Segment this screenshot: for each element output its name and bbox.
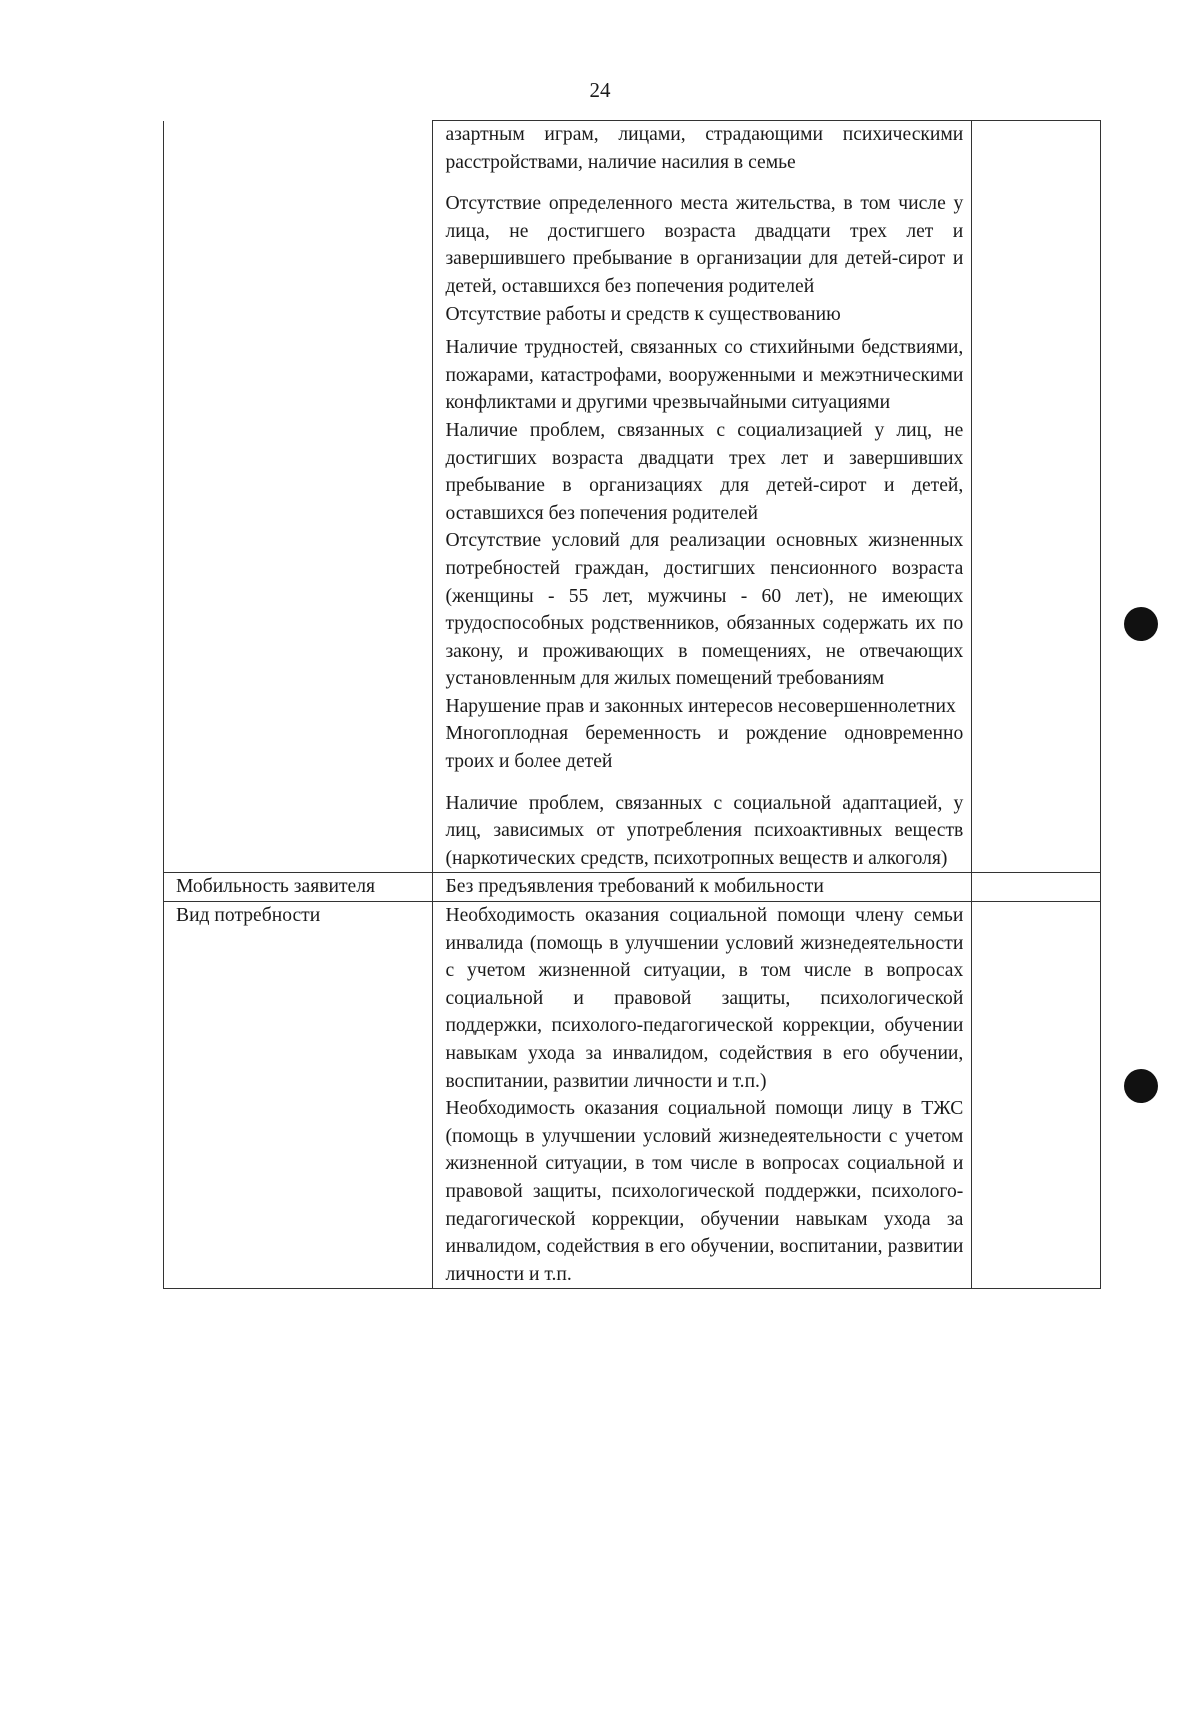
page-number: 24 xyxy=(589,78,611,102)
punch-hole-mark xyxy=(1124,607,1158,641)
requirements-table xyxy=(163,120,1101,1289)
need-label: Вид потребности xyxy=(164,902,433,1289)
criteria-entry: Наличие трудностей, связанных со стихийными бедствиями, пожарами, катастрофами, вооруженными и межэтническими конфликтами и другими чрезвычайными ситуациями xyxy=(445,337,964,414)
criteria-entry: Отсутствие условий для реализации основных жизненных потребностей граждан, достигших пенсионного возраста (женщины - 55 лет, мужчины - 60 лет), не имеющих трудоспособных родственников, обязанных содержать их по закону, и проживающих в помещениях, не отвечающих установленным для жилых помещений требованиям xyxy=(445,530,964,690)
punch-hole-mark xyxy=(1124,1069,1158,1103)
label-cell-empty xyxy=(164,121,433,873)
need-entry: Необходимость оказания социальной помощи члену семьи инвалида (помощь в улучшении условий жизнедеятельности с учетом жизненной ситуации, в том числе в вопросах социальной и правовой защиты, психологической поддержки, психолого-педагогической коррекции, обучении навыкам ухода за инвалидом, содействия в его обучении, воспитании, развитии личности и т.п.) xyxy=(445,905,964,1092)
need-cell xyxy=(433,902,972,1289)
extra-cell-empty xyxy=(972,873,1101,902)
criteria-entry: Наличие проблем, связанных с социальной адаптацией, у лиц, зависимых от употребления психоактивных веществ (наркотических средств, психотропных веществ и алкоголя) xyxy=(445,792,964,869)
extra-cell-empty xyxy=(972,902,1101,1289)
mobility-value: Без предъявления требований к мобильности xyxy=(433,873,972,902)
need-entry: Необходимость оказания социальной помощи лицу в ТЖС (помощь в улучшении условий жизнедеятельности с учетом жизненной ситуации, в том числе в вопросах социальной и правовой защиты, психологической поддержки, психолого-педагогической коррекции, обучении навыкам ухода за инвалидом, содействия в его обучении, воспитании, развитии личности и т.п. xyxy=(445,1098,964,1285)
mobility-label: Мобильность заявителя xyxy=(164,873,433,902)
criteria-entry: азартным играм, лицами, страдающими психическими расстройствами, наличие насилия в семье xyxy=(445,124,964,173)
table-row-mobility xyxy=(164,873,1101,902)
criteria-entry: Многоплодная беременность и рождение одновременно троих и более детей xyxy=(445,723,964,773)
criteria-entry: Нарушение прав и законных интересов несовершеннолетних xyxy=(445,695,956,717)
criteria-cell xyxy=(433,121,972,873)
criteria-entry: Отсутствие определенного места жительства, в том числе у лица, не достигшего возраста двадцати трех лет и завершившего пребывание в организации для детей-сирот и детей, оставшихся без попечения родителей xyxy=(445,193,964,297)
criteria-entry: Наличие проблем, связанных с социализацией у лиц, не достигших возраста двадцати трех лет и завершивших пребывание в организациях для детей-сирот и детей, оставшихся без попечения родителей xyxy=(445,419,964,524)
extra-cell-empty xyxy=(972,121,1101,873)
table-row-need xyxy=(164,902,1101,1289)
table-row-continued xyxy=(164,121,1101,873)
criteria-entry: Отсутствие работы и средств к существованию xyxy=(445,303,841,325)
